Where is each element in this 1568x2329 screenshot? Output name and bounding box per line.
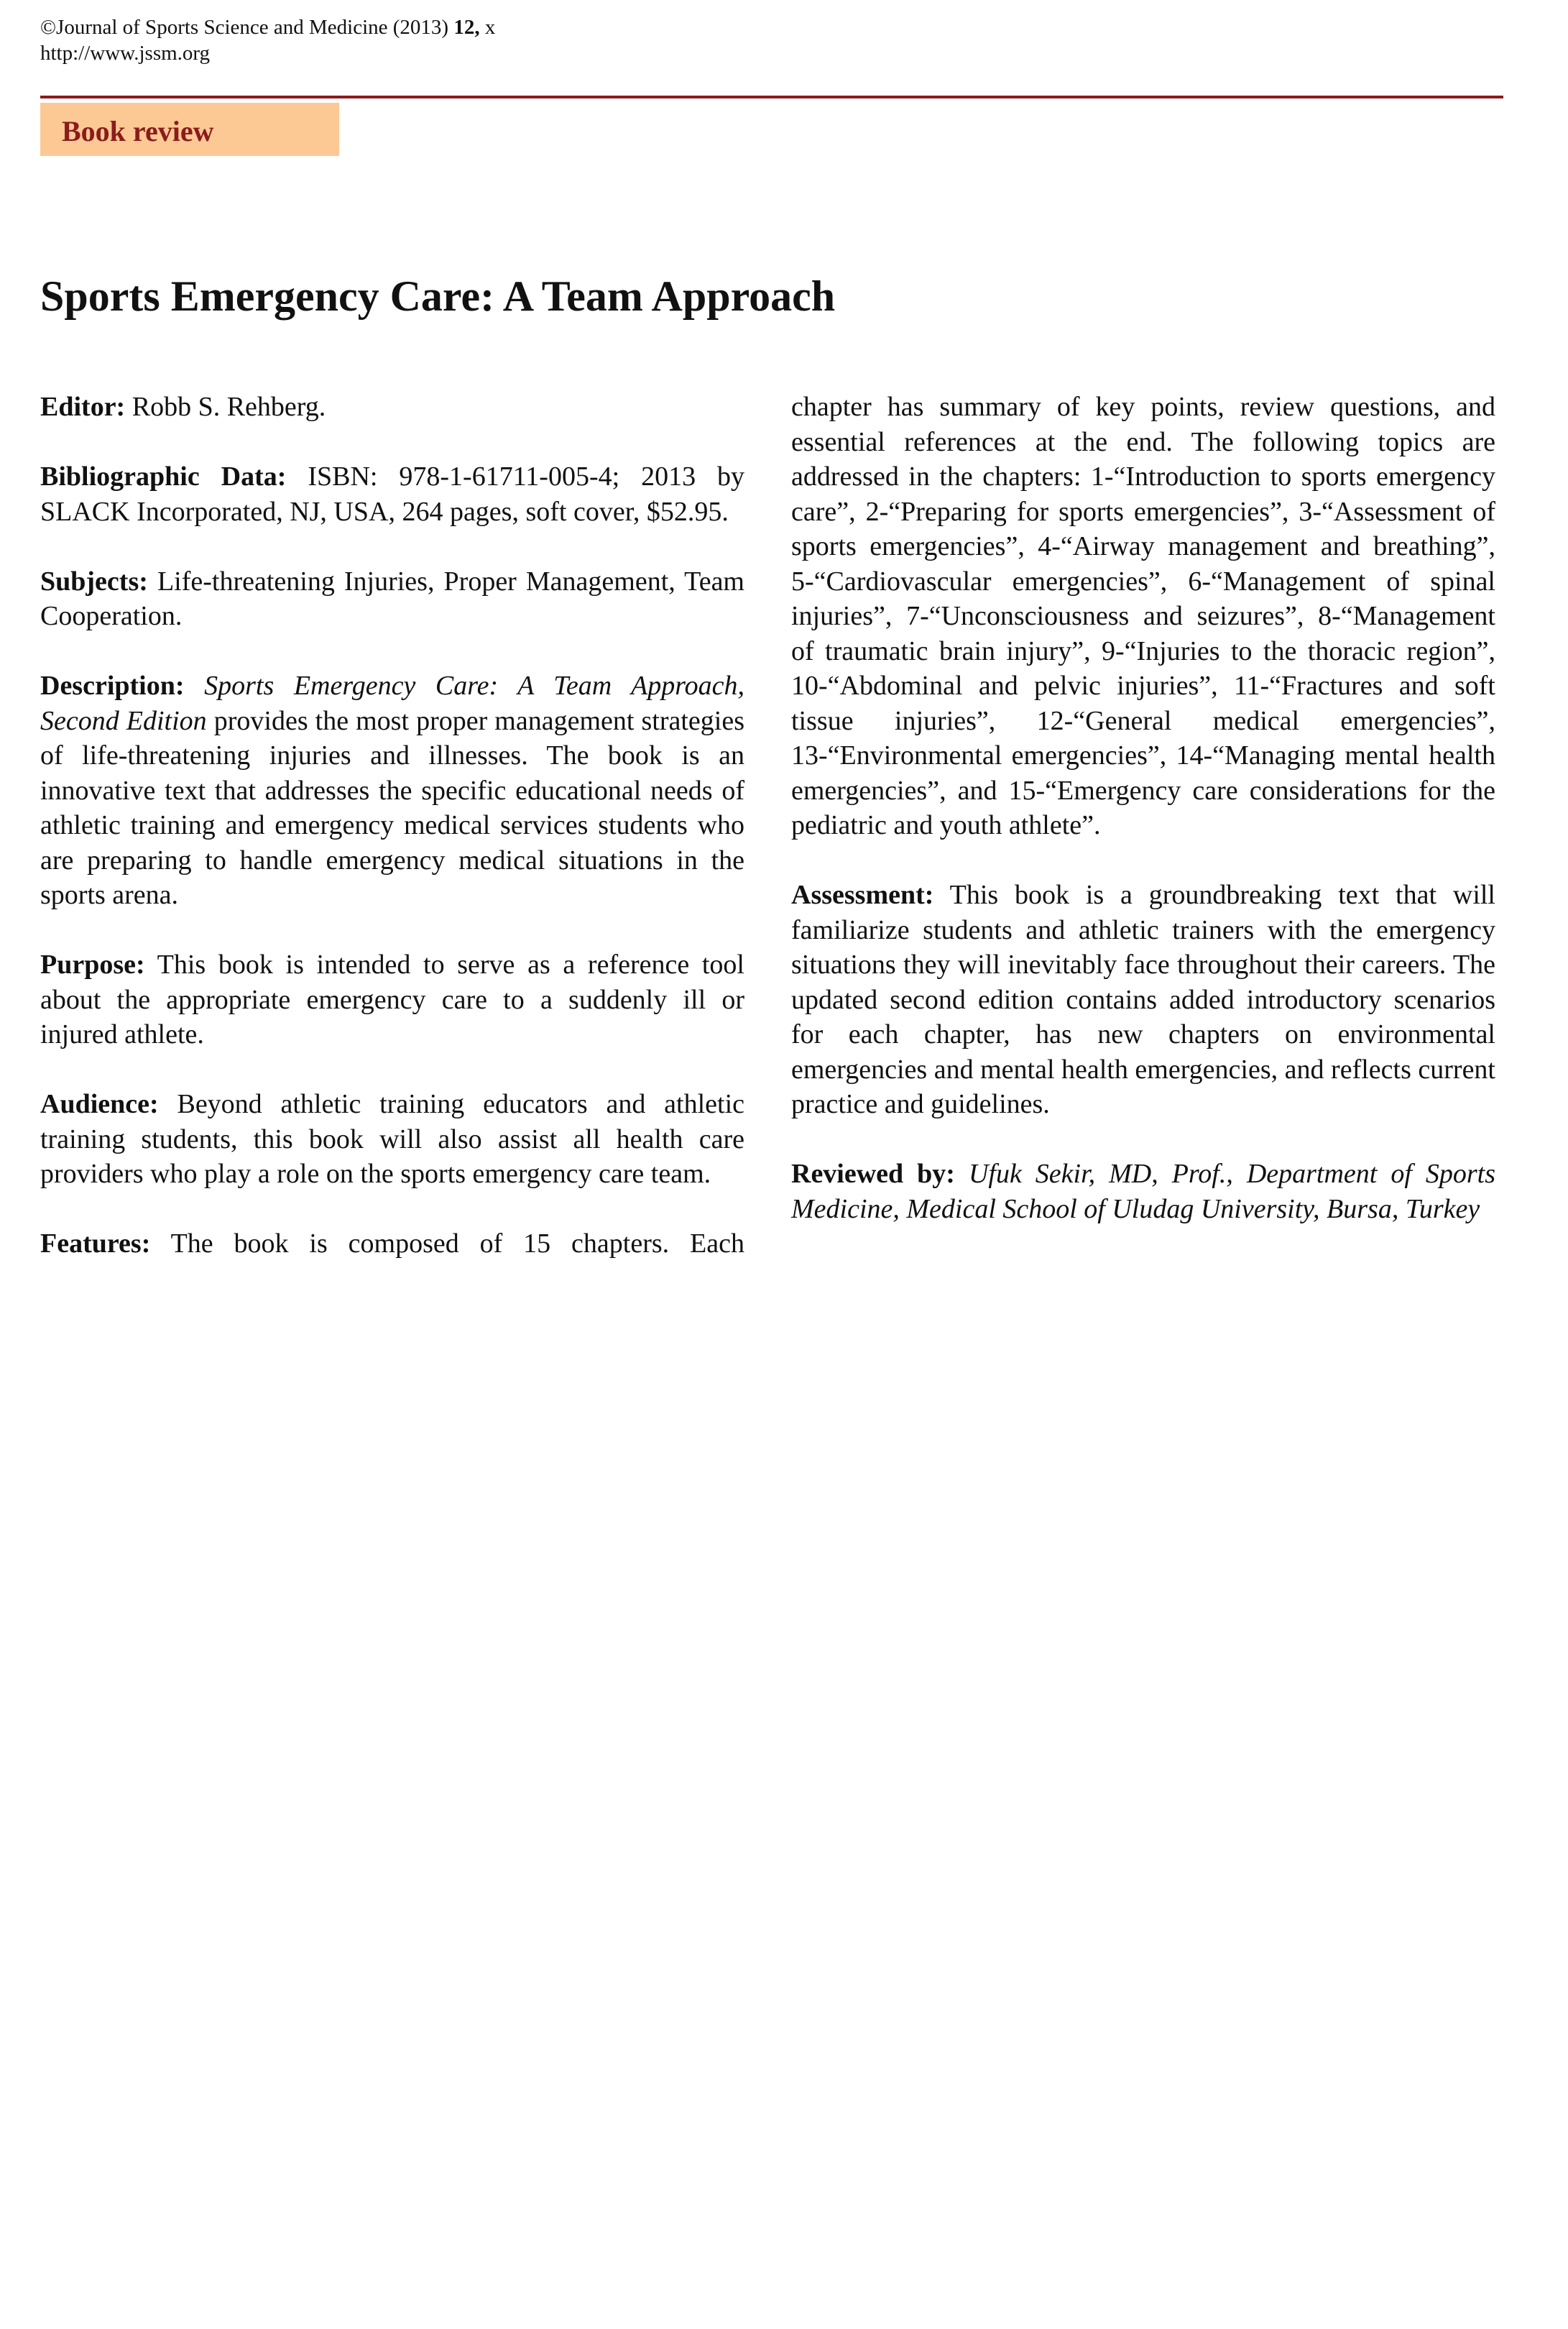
audience-label: Audience: — [40, 1089, 159, 1119]
assessment-label: Assessment: — [791, 880, 934, 910]
description-text: provides the most proper management strategies of life-threatening injuries and illnesses. The book is an innovative text that addresses the specific educational needs of athletic training and emergency medical services students who are preparing to handle emergency medical situations in the sports arena. — [40, 705, 744, 910]
reviewer-label: Reviewed by: — [791, 1159, 955, 1189]
journal-citation — [40, 14, 495, 40]
bibliographic-text: ISBN: 978-1-61711-005-4; 2013 by SLACK Incorporated, NJ, USA, 264 pages, soft cover, $52.95. — [40, 461, 745, 527]
bibliographic-paragraph — [40, 459, 744, 529]
features-label: Features: — [40, 1228, 151, 1259]
journal-issue: x — [484, 16, 496, 39]
editor-text: Robb S. Rehberg. — [132, 392, 326, 422]
article-title: Sports Emergency Care: A Team Approach — [40, 272, 836, 320]
features-paragraph-start — [40, 1226, 744, 1262]
journal-name: ©Journal of Sports Science and Medicine (2013) — [40, 16, 449, 39]
left-column — [40, 390, 744, 1296]
purpose-paragraph — [40, 947, 744, 1052]
subjects-paragraph — [40, 564, 744, 634]
header-divider — [40, 96, 1503, 98]
description-paragraph — [40, 669, 744, 913]
audience-paragraph — [40, 1087, 744, 1192]
right-column — [791, 390, 1495, 1262]
assessment-text: This book is a groundbreaking text that will familiarize students and athletic trainers with the emergency situations they will inevitably face throughout their careers. The updated second edition contains added introductory scenarios for each chapter, has new chapters on environmental emergencies and mental health emergencies, and reflects current practice and guidelines. — [791, 880, 1495, 1119]
subjects-text: Life-threatening Injuries, Proper Management, Team Cooperation. — [40, 566, 744, 631]
section-badge: Book review — [40, 103, 339, 156]
description-book-title: Sports Emergency Care: A Team Approach, Second Edition — [40, 671, 745, 736]
features-text-start: The book is composed of 15 chapters. Each — [170, 1228, 744, 1259]
purpose-label: Purpose: — [40, 950, 145, 980]
features-text-continued: chapter has summary of key points, review questions, and essential references at the end. The following topics are addressed in the chapters: 1-“Introduction to sports emergency care”, 2-“Preparing for sports emergencies”, 3-“Assessment of sports emergencies”, 4-“Airway management and breathing”, 5-“Cardiovascular emergencies”, 6-“Management of spinal injuries”, 7-“Unconsciousness and seizures”, 8-“Management of traumatic brain injury”, 9-“Injuries to the thoracic region”, 10-“Abdominal and pelvic injuries”, 11-“Fractures and soft tissue injuries”, 12-“General medical emergencies”, 13-“Environmental emergencies”, 14-“Managing mental health emergencies”, and 15-“Emergency care considerations for the pediatric and youth athlete”. — [791, 392, 1495, 840]
purpose-text: This book is intended to serve as a reference tool about the appropriate emergency care to a suddenly ill or injured athlete. — [40, 950, 744, 1049]
features-paragraph-continued — [791, 390, 1495, 843]
subjects-label: Subjects: — [40, 566, 148, 597]
bibliographic-label: Bibliographic Data: — [40, 461, 287, 492]
reviewer-text: Ufuk Sekir, MD, Prof., Department of Sports Medicine, Medical School of Uludag University, Bursa, Turkey — [791, 1159, 1495, 1224]
editor-paragraph — [40, 390, 744, 425]
journal-header — [40, 14, 495, 66]
description-label: Description: — [40, 671, 185, 701]
editor-label: Editor: — [40, 392, 126, 422]
reviewer-paragraph — [791, 1157, 1495, 1226]
audience-text: Beyond athletic training educators and athletic training students, this book will also assist all health care providers who play a role on the sports emergency care team. — [40, 1089, 745, 1189]
assessment-paragraph — [791, 878, 1495, 1122]
journal-volume: 12, — [453, 16, 480, 39]
journal-url[interactable]: http://www.jssm.org — [40, 42, 211, 65]
